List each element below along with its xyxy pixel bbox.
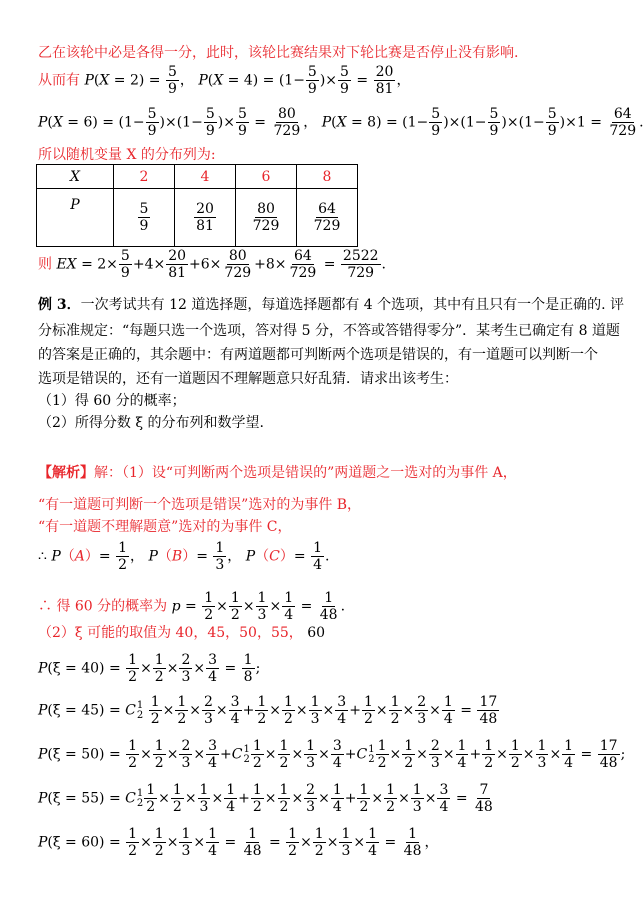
table-value: 4 — [175, 165, 236, 189]
p-xi-40: P(ξ = 40) = $\frac{1}{2}$ × $\frac{1}{2}$ × $\frac{2}{3}$ × $\frac{3}{4}$ = $\frac{1}{8}$ ; — [38, 652, 261, 685]
example3-line-2: 分标准规定：“每题只选一个选项，答对得 5 分，不答或答错得零分”．某考生已确定有 8 道题 — [38, 323, 620, 339]
table-row-label: P — [37, 189, 114, 247]
solution-line-1: 乙在该轮中必是各得一分，此时，该轮比赛结果对下轮比赛是否停止没有影响. — [38, 45, 519, 61]
distribution-table — [36, 164, 358, 247]
p60-calculation: ∴ 得 60 分的概率为 p = $\frac{1}{2}$ × $\frac{1}{2}$ × $\frac{1}{3}$ × $\frac{1}{4}$ = $\frac{1}{48}$ . — [38, 590, 346, 623]
p-xi-55: P(ξ = 55) = C 1 2 $\frac{1}{2}$ × $\frac{1}{2}$ × $\frac{1}{3}$ × $\frac{1}{4}$ + $\frac{1}{2}$ × $\frac{1}{2}$ × $\frac{2}{3}$ × $\frac{1}{4}$ + $\frac{1}{2}$ × $\frac{1}{2}$ × $\frac{1}{3}$ × $\frac{3}{4}$ = $\frac{7}{48}$ — [38, 782, 493, 815]
table-prob: $\frac{5}{9}$ — [114, 189, 175, 247]
example3-line-3: 的答案是正确的，其余题中：有两道题都可判断两个选项是错误的，有一道题可以判断一个 — [38, 347, 598, 363]
question-1: （1）得 60 分的概率； — [38, 393, 186, 409]
lead-text: 从而有 — [38, 72, 80, 89]
table-prob: $\frac{20}{81}$ — [175, 189, 236, 247]
analysis-line-3: “有一道题不理解题意”选对的为事件 C， — [38, 519, 292, 535]
table-value: 8 — [297, 165, 358, 189]
table-prob: $\frac{64}{729}$ — [297, 189, 358, 247]
px6-px8-formula: P(X = 6) = (1− $\frac{5}{9}$ )×(1− $\frac{5}{9}$ )× $\frac{5}{9}$ = $\frac{80}{729}$ ， P(X = 8) = (1− $\frac{5}{9}$ )×(1− $\frac{5}{9}$ )×(1− $\frac{5}{9}$ )×1 = $\frac{64}{729}$ . — [38, 106, 644, 139]
expectation-formula: 则 EX = 2× $\frac{5}{9}$ +4× $\frac{20}{81}$ +6× $\frac{80}{729}$ +8× $\frac{64}{729}$ = $\frac{2522}{729}$ . — [38, 248, 386, 281]
px2-px4-formula: 从而有 P(X = 2) = $\frac{5}{9}$ ， P(X = 4) = (1− $\frac{5}{9}$ )× $\frac{5}{9}$ = $\frac{20}{81}$ ， — [38, 64, 411, 97]
question-2: （2）所得分数 ξ 的分布列和数学望. — [38, 415, 264, 431]
p-xi-50: P(ξ = 50) = $\frac{1}{2}$ × $\frac{1}{2}$ × $\frac{2}{3}$ × $\frac{3}{4}$ +C 1 2 $\frac{1}{2}$ × $\frac{1}{2}$ × $\frac{1}{3}$ × $\frac{3}{4}$ +C 1 2 $\frac{1}{2}$ × $\frac{1}{2}$ × $\frac{2}{3}$ × $\frac{1}{4}$ + $\frac{1}{2}$ × $\frac{1}{2}$ × $\frac{1}{3}$ × $\frac{1}{4}$ = $\frac{17}{48}$ ; — [38, 738, 626, 771]
example3-line-4: 选项是错误的，还有一道题因不理解题意只好乱猜．请求出该考生： — [38, 371, 458, 387]
analysis-line-1: 【解析】解：（1）设“可判断两个选项是错误的”两道题之一选对的为事件 A， — [38, 465, 517, 481]
example3-line-1: 例 3．一次考试共有 12 道选择题，每道选择题都有 4 个选项，其中有且只有一个是正确的. 评 — [38, 297, 625, 313]
table-prob: $\frac{80}{729}$ — [236, 189, 297, 247]
example-title: 例 3． — [38, 297, 81, 313]
distribution-heading: 所以随机变量 X 的分布列为: — [38, 147, 216, 163]
table-value: 2 — [114, 165, 175, 189]
analysis-tag: 【解析】 — [38, 465, 94, 481]
expectation-lead: 则 — [38, 256, 52, 273]
p-xi-45: P(ξ = 45) = C 1 2 $\frac{1}{2}$ × $\frac{1}{2}$ × $\frac{2}{3}$ × $\frac{3}{4}$ + $\frac{1}{2}$ × $\frac{1}{2}$ × $\frac{1}{3}$ × $\frac{3}{4}$ + $\frac{1}{2}$ × $\frac{1}{2}$ × $\frac{2}{3}$ × $\frac{1}{4}$ = $\frac{17}{48}$ — [38, 694, 498, 727]
table-value: 6 — [236, 165, 297, 189]
p-xi-60: P(ξ = 60) = $\frac{1}{2}$ × $\frac{1}{2}$ × $\frac{1}{3}$ × $\frac{1}{4}$ = $\frac{1}{48}$ = $\frac{1}{2}$ × $\frac{1}{2}$ × $\frac{1}{3}$ × $\frac{1}{4}$ = $\frac{1}{48}$ ， — [38, 826, 439, 859]
xi-values: （2）ξ 可能的取值为 40，45，50，55， 60 — [38, 625, 326, 641]
table-header-label: X — [37, 165, 114, 189]
analysis-line-2: “有一道题可判断一个选项是错误”选对的为事件 B， — [38, 497, 362, 513]
p60-lead: ∴ 得 60 分的概率为 — [38, 598, 168, 615]
event-probabilities: ∴ P（A）= $\frac{1}{2}$ ， P（B）= $\frac{1}{3}$ ， P（C）= $\frac{1}{4}$ . — [38, 540, 330, 573]
